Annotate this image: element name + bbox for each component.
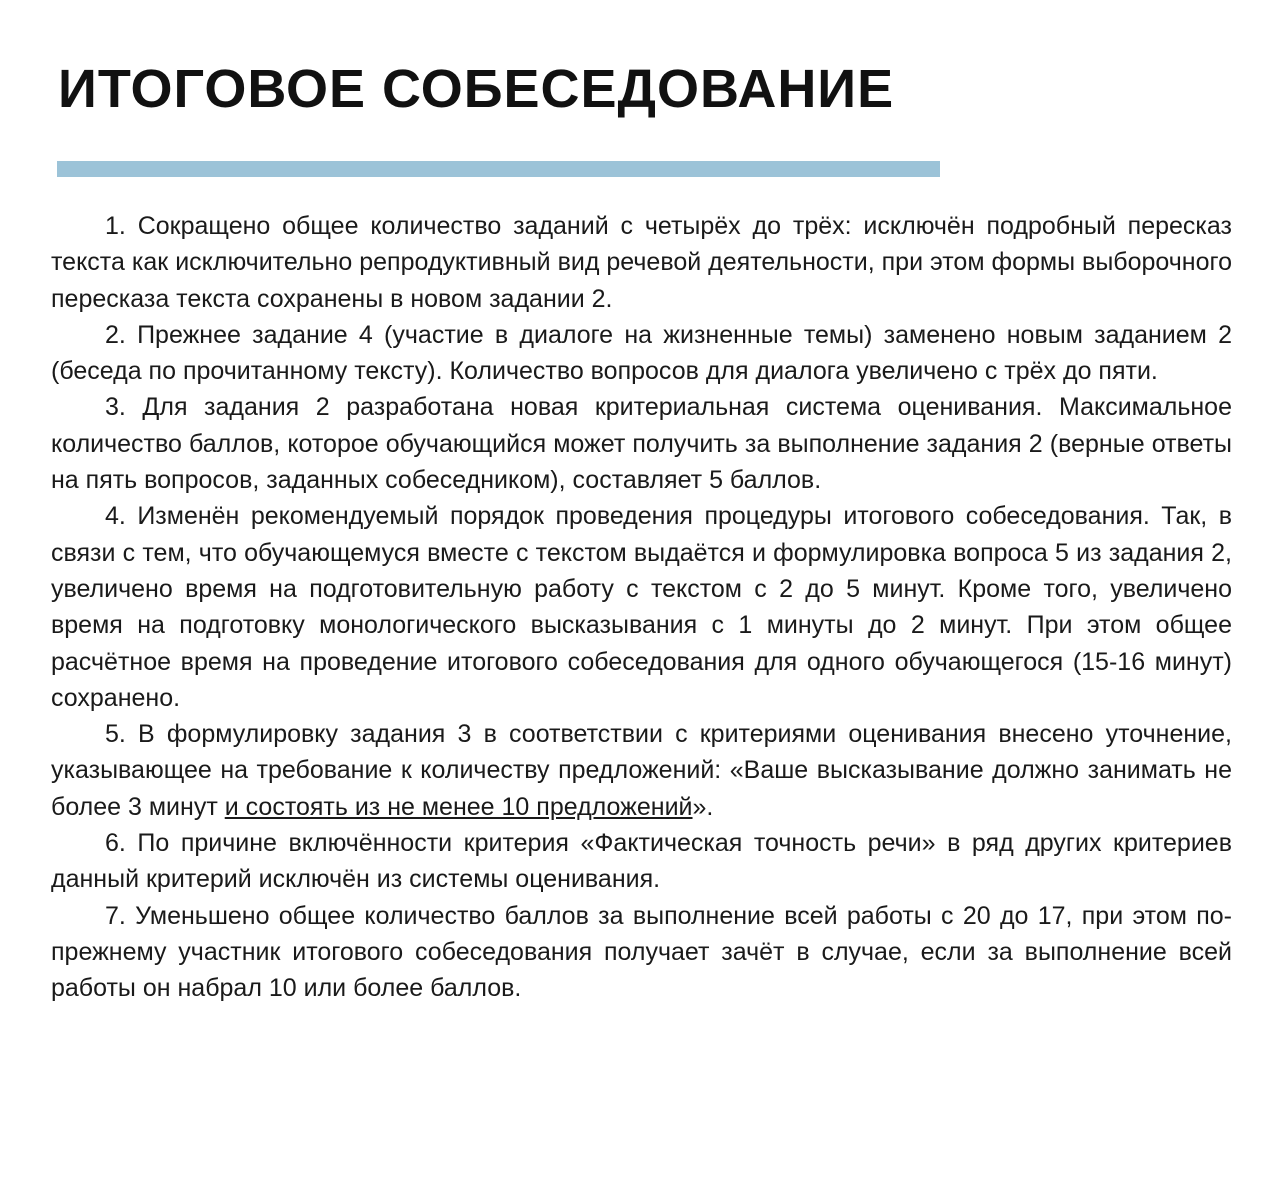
list-item-7: 7. Уменьшено общее количество баллов за выполнение всей работы с 20 до 17, при этом по-прежнему участник итогового собеседования получает зачёт в случае, если за выполнение всей работы он набрал 10 или более баллов. [51,901,1232,1003]
list-item-2: 2. Прежнее задание 4 (участие в диалоге на жизненные темы) заменено новым заданием 2 (беседа по прочитанному тексту). Количество вопросов для диалога увеличено с трёх до пяти. [51,320,1232,386]
page-title: ИТОГОВОЕ СОБЕСЕДОВАНИЕ [58,59,895,119]
underlined-requirement: и состоять из не менее 10 предложений [224,792,693,821]
list-item-3: 3. Для задания 2 разработана новая критериальная система оценивания. Максимальное количество баллов, которое обучающийся может получить за выполнение задания 2 (верные ответы на пять вопросов, заданных собеседником), составляет 5 баллов. [51,393,1232,495]
list-item-5 [51,716,1232,825]
list-item-1: 1. Сокращено общее количество заданий с четырёх до трёх: исключён подробный пересказ текста как исключительно репродуктивный вид речевой деятельности, при этом формы выборочного пересказа текста сохранены в новом задании 2. [51,212,1232,313]
title-divider [57,161,940,177]
list-item-5-text: 5. В формулировку задания 3 в соответствии с критериями оценивания внесено уточнение, указывающее на требование к количеству предложений: «Ваше высказывание должно занимать не более 3 минут [51,720,1232,821]
list-item-4: 4. Изменён рекомендуемый порядок проведения процедуры итогового собеседования. Так, в связи с тем, что обучающемуся вместе с текстом выдаётся и формулировка вопроса 5 из задания 2, увеличено время на подготовительную работу с текстом с 2 до 5 минут. Кроме того, увеличено время на подготовку монологического высказывания с 1 минуты до 2 минут. При этом общее расчётное время на проведение итогового собеседования для одного обучающегося (15-16 минут) сохранено. [51,502,1232,712]
changes-list [51,208,1232,1007]
list-item-6: 6. По причине включённости критерия «Фактическая точность речи» в ряд других критериев данный критерий исключён из системы оценивания. [51,829,1232,894]
list-item-5-closing: ». [692,792,714,821]
